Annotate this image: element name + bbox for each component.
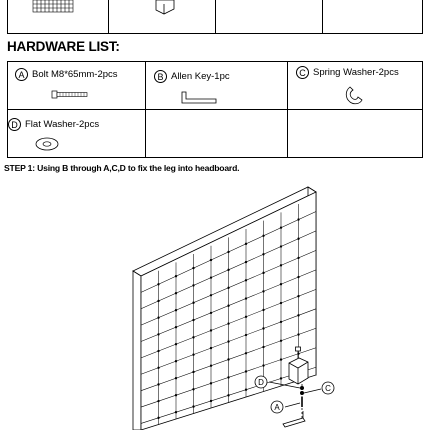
- spring-washer-icon: [343, 84, 367, 106]
- letter-badge: B: [154, 70, 167, 83]
- hardware-table: [7, 61, 423, 158]
- svg-text:D: D: [258, 378, 264, 387]
- callout-a: [271, 401, 283, 413]
- svg-text:A: A: [274, 403, 280, 412]
- hardware-item-label: Flat Washer-2pcs: [25, 119, 100, 130]
- hardware-item-c: [296, 66, 399, 79]
- hardware-item-d: [8, 118, 99, 131]
- hardware-item-b: [154, 70, 230, 83]
- letter-badge: C: [296, 66, 309, 79]
- letter-badge: D: [8, 118, 21, 131]
- letter-badge: A: [15, 68, 28, 81]
- headboard-thumbnail-icon: [8, 0, 108, 34]
- step-1-instruction: STEP 1: Using B through A,C,D to fix the leg into headboard.: [4, 163, 240, 173]
- parts-table-top-row: [7, 0, 423, 34]
- hardware-item-label: Allen Key-1pc: [171, 71, 230, 82]
- allen-key-icon: [180, 88, 220, 108]
- hardware-item-label: Spring Washer-2pcs: [313, 67, 399, 78]
- assembly-drawing: [0, 175, 430, 430]
- hardware-item-label: Bolt M8*65mm-2pcs: [32, 69, 118, 80]
- svg-text:C: C: [325, 384, 331, 393]
- hardware-item-a: [15, 68, 118, 81]
- bolt-icon: [51, 89, 91, 101]
- callout-d: [255, 376, 267, 388]
- leg-thumbnail-icon: [108, 0, 215, 34]
- callout-c: [322, 382, 334, 394]
- hardware-list-title: HARDWARE LIST:: [7, 39, 120, 54]
- flat-washer-icon: [34, 135, 60, 153]
